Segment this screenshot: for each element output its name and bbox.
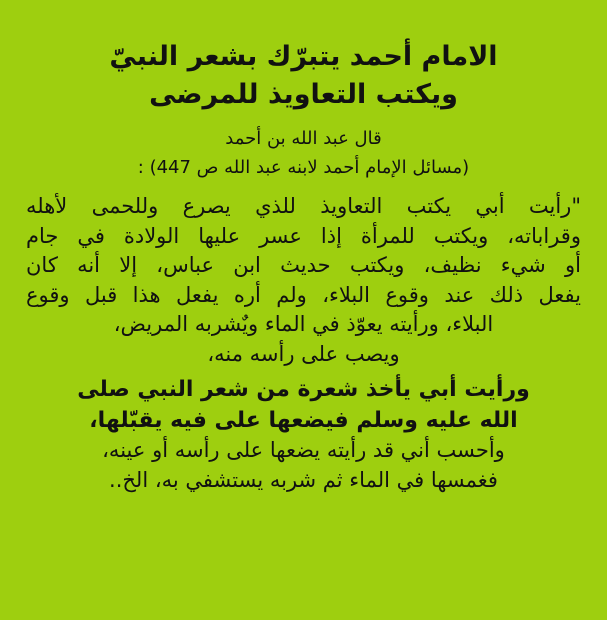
paragraph-line-6: ويصب على رأسه منه، bbox=[207, 341, 400, 366]
title-line-2: ويكتب التعاويذ للمرضى bbox=[149, 79, 458, 110]
paragraph-line-2: وقراباته، ويكتب للمرأة إذا عسر عليها الولادة في جام bbox=[26, 223, 581, 248]
paragraph-line-1: "رأيت أبي يكتب التعاويذ للذي يصرع وللحمى لأهله bbox=[26, 194, 581, 218]
highlighted-passage bbox=[26, 374, 581, 436]
paragraph-line-5: البلاء، ورأيته يعوّذ في الماء ويٌشربه المريض، bbox=[113, 312, 494, 336]
narration-paragraph bbox=[26, 192, 581, 369]
title-line-1: الامام أحمد يتبرّك بشعر النبيّ bbox=[109, 41, 498, 72]
closing-passage bbox=[26, 436, 581, 495]
paragraph-line-4: يفعل ذلك عند وقوع البلاء، ولم أره يفعل هذا قبل وقوع bbox=[26, 282, 581, 307]
closing-line-2: فغمسها في الماء ثم شربه يستشفي به، الخ.. bbox=[109, 467, 498, 492]
paragraph-line-3: أو شيء نظيف، ويكتب حديث ابن عباس، إلا أنه كان bbox=[26, 253, 581, 277]
source-citation: (مسائل الإمام أحمد لابنه عبد الله ص 447) : bbox=[137, 157, 470, 178]
highlight-line-1: ورأيت أبي يأخذ شعرة من شعر النبي صلى bbox=[77, 377, 530, 402]
closing-line-1: وأحسب أني قد رأيته يضعها على رأسه أو عينه، bbox=[102, 438, 505, 462]
attribution: قال عبد الله بن أحمد bbox=[225, 128, 382, 149]
highlight-line-2: الله عليه وسلم فيضعها على فيه يقبّلها، bbox=[89, 408, 518, 433]
